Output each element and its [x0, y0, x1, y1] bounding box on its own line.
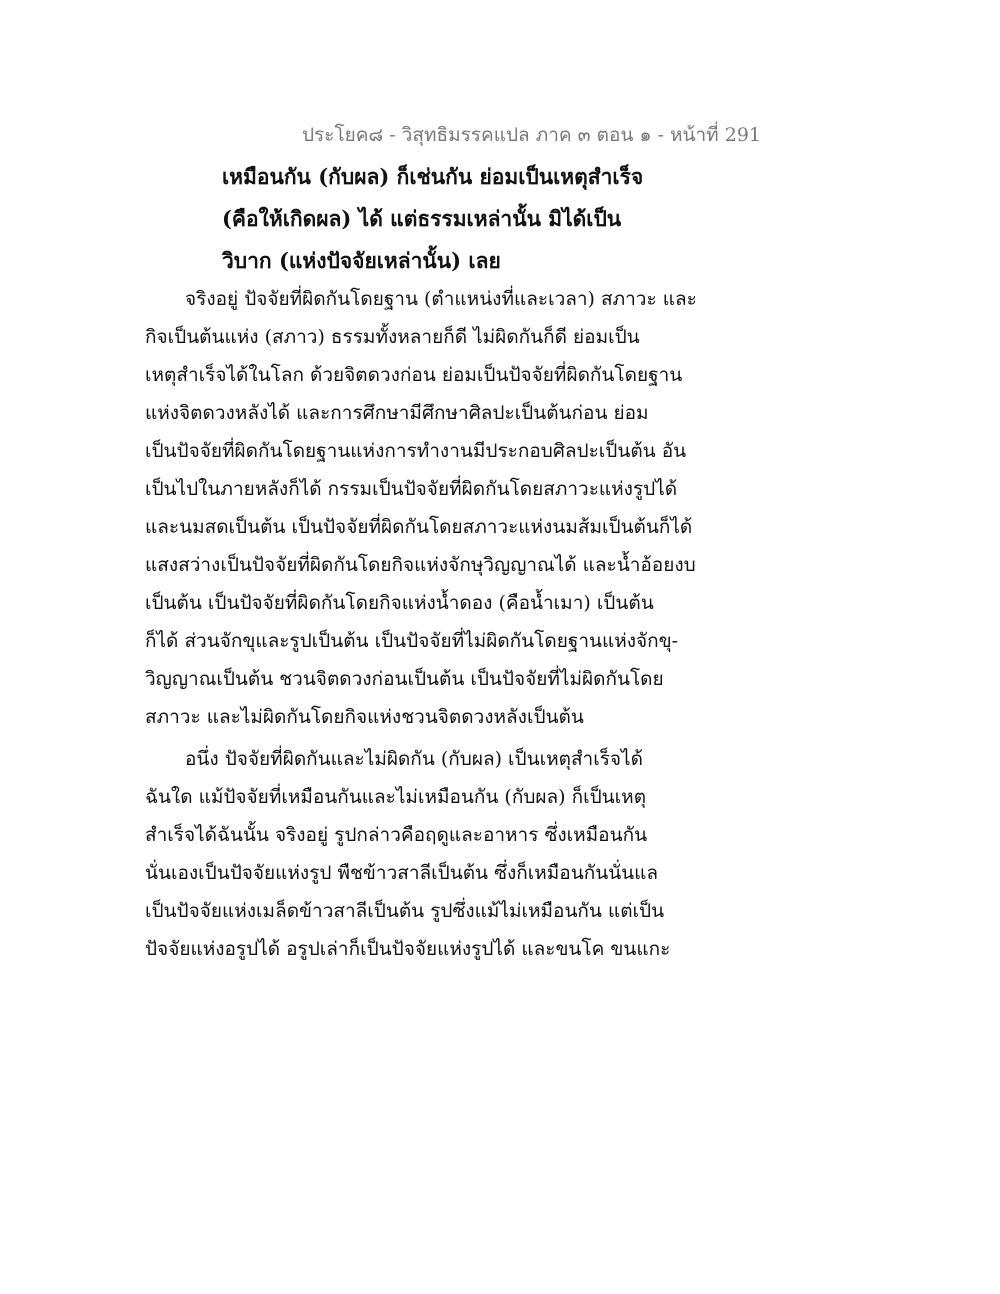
text-line: ก็ได้ ส่วนจักขุและรูปเป็นต้น เป็นปัจจัยที่ไม่ผิดกันโดยฐานแห่งจักขุ- [145, 630, 679, 652]
text-line: วิญญาณเป็นต้น ชวนจิตดวงก่อนเป็นต้น เป็นปัจจัยที่ไม่ผิดกันโดย [145, 668, 664, 690]
verse-line: วิบาก (แห่งปัจจัยเหล่านั้น) เลย [222, 248, 501, 273]
text-line: เป็นต้น เป็นปัจจัยที่ผิดกันโดยกิจแห่งน้ำดอง (คือน้ำเมา) เป็นต้น [145, 592, 654, 614]
text-line: เป็นปัจจัยแห่งเมล็ดข้าวสาลีเป็นต้น รูปซึ่งแม้ไม่เหมือนกัน แต่เป็น [145, 900, 665, 922]
text-line: เป็นปัจจัยที่ผิดกันโดยฐานแห่งการทำงานมีประกอบศิลปะเป็นต้น อัน [145, 440, 687, 462]
text-line: และนมสดเป็นต้น เป็นปัจจัยที่ผิดกันโดยสภาวะแห่งนมส้มเป็นต้นก็ได้ [145, 516, 693, 538]
verse-block [222, 156, 742, 282]
text-line: แห่งจิตดวงหลังได้ และการศึกษามีศึกษาศิลปะเป็นต้นก่อน ย่อม [145, 402, 649, 424]
text-line: กิจเป็นต้นแห่ง (สภาว) ธรรมทั้งหลายก็ดี ไม่ผิดกันก็ดี ย่อมเป็น [145, 326, 640, 348]
text-line: สภาวะ และไม่ผิดกันโดยกิจแห่งชวนจิตดวงหลังเป็นต้น [145, 706, 584, 728]
text-line: นั่นเองเป็นปัจจัยแห่งรูป พืชข้าวสาลีเป็นต้น ซึ่งก็เหมือนกันนั่นแล [145, 862, 659, 884]
paragraph-1 [145, 280, 725, 736]
paragraph-2 [145, 740, 725, 968]
text-line: จริงอยู่ ปัจจัยที่ผิดกันโดยฐาน (ตำแหน่งที่และเวลา) สภาวะ และ [185, 288, 697, 310]
text-line: อนึ่ง ปัจจัยที่ผิดกันและไม่ผิดกัน (กับผล) เป็นเหตุสำเร็จได้ [185, 748, 643, 770]
verse-line: เหมือนกัน (กับผล) ก็เช่นกัน ย่อมเป็นเหตุสำเร็จ [222, 164, 644, 189]
body-text [145, 280, 725, 968]
text-line: สำเร็จได้ฉันนั้น จริงอยู่ รูปกล่าวคือฤดูและอาหาร ซึ่งเหมือนกัน [145, 824, 648, 846]
text-line: ฉันใด แม้ปัจจัยที่เหมือนกันและไม่เหมือนกัน (กับผล) ก็เป็นเหตุ [145, 786, 647, 808]
text-line: เหตุสำเร็จได้ในโลก ด้วยจิตดวงก่อน ย่อมเป็นปัจจัยที่ผิดกันโดยฐาน [145, 364, 683, 386]
text-line: ปัจจัยแห่งอรูปได้ อรูปเล่าก็เป็นปัจจัยแห่งรูปได้ และขนโค ขนแกะ [145, 938, 671, 960]
text-line: แสงสว่างเป็นปัจจัยที่ผิดกันโดยกิจแห่งจักษุวิญญาณได้ และน้ำอ้อยงบ [145, 554, 696, 576]
running-header: ประโยค๘ - วิสุทธิมรรคแปล ภาค ๓ ตอน ๑ - หน้าที่ 291 [302, 124, 762, 146]
text-line: เป็นไปในภายหลังก็ได้ กรรมเป็นปัจจัยที่ผิดกันโดยสภาวะแห่งรูปได้ [145, 478, 678, 500]
verse-line: (คือให้เกิดผล) ได้ แต่ธรรมเหล่านั้น มิได้เป็น [222, 206, 622, 231]
